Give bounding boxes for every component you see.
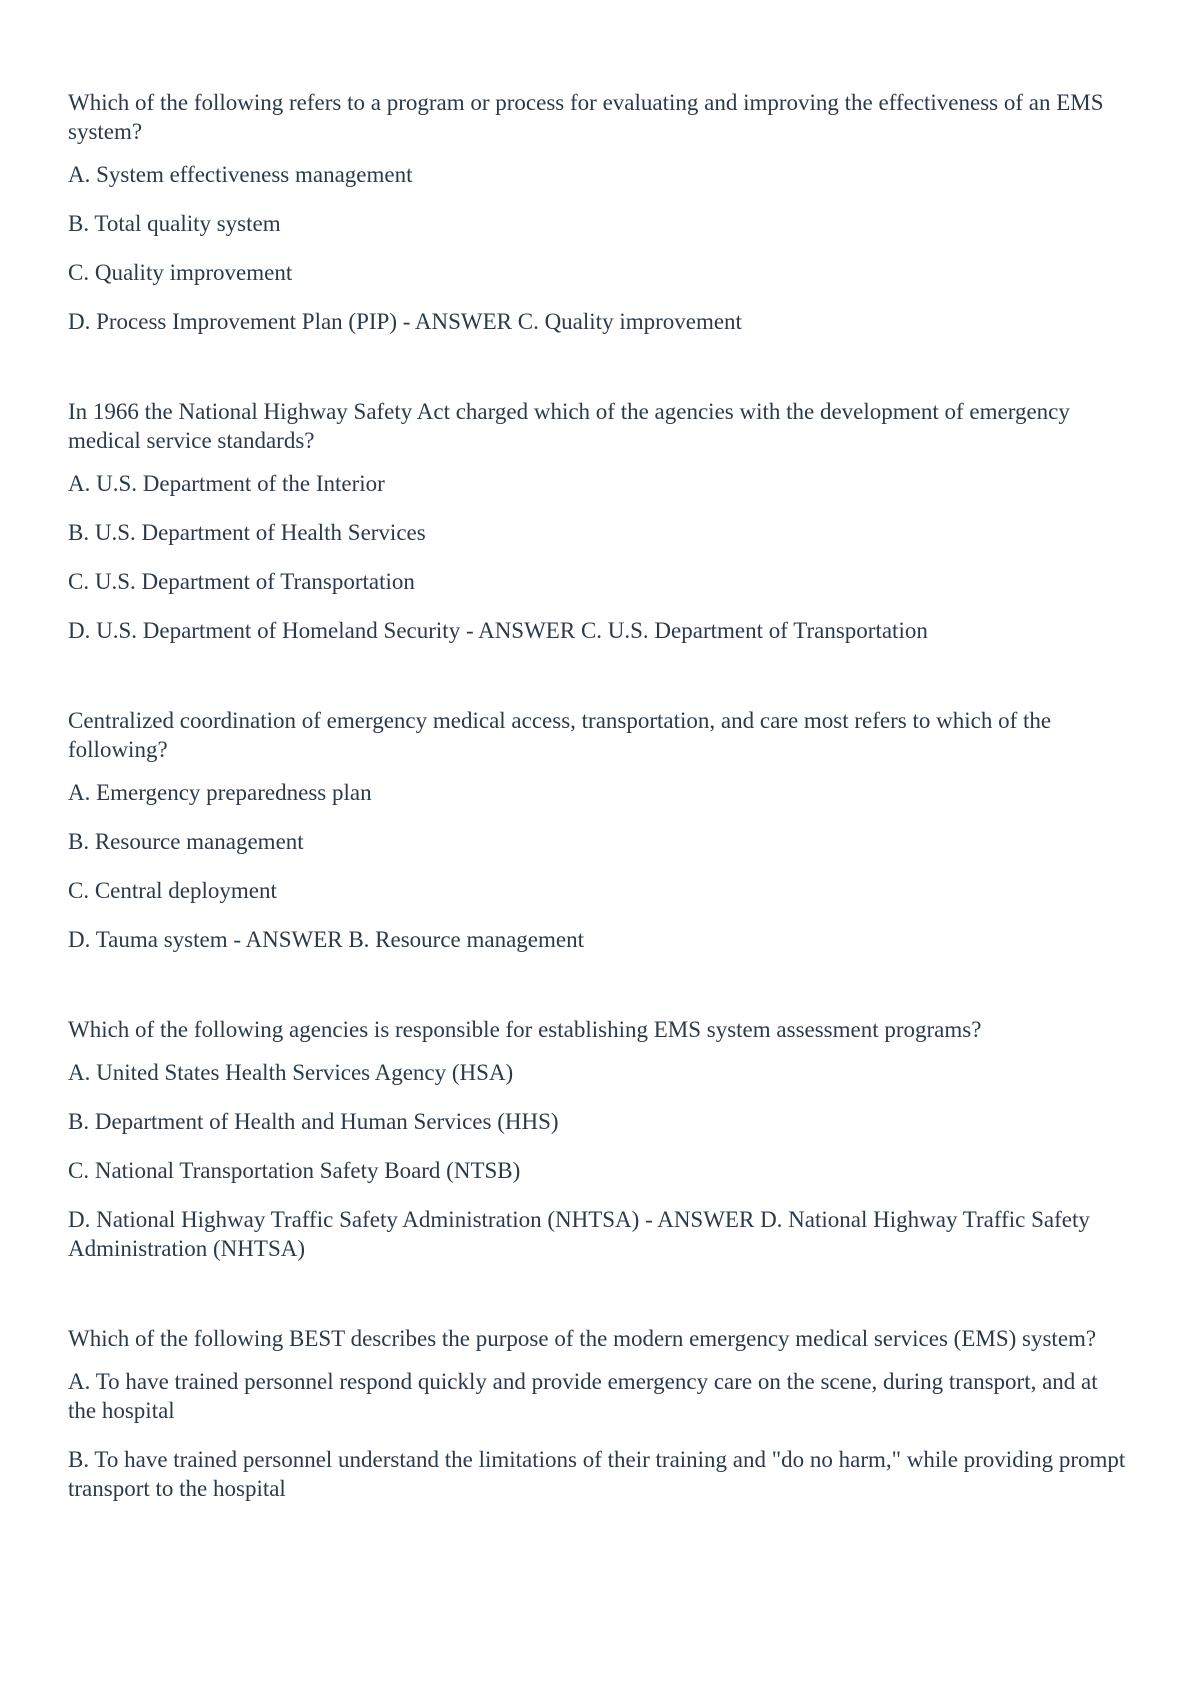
question-text: Which of the following agencies is responsible for establishing EMS system assessment programs? — [68, 1017, 982, 1042]
option-c: C. U.S. Department of Transportation — [68, 569, 415, 594]
document-page — [68, 88, 1128, 1564]
question-block — [68, 706, 1128, 954]
option-b: B. Resource management — [68, 829, 304, 854]
option-a: A. United States Health Services Agency (HSA) — [68, 1060, 514, 1085]
option-c: C. Quality improvement — [68, 260, 293, 285]
option-a: A. To have trained personnel respond quickly and provide emergency care on the scene, during transport, and at the hospital — [68, 1369, 1098, 1423]
option-a: A. System effectiveness management — [68, 162, 413, 187]
question-text: Centralized coordination of emergency medical access, transportation, and care most refers to which of the following? — [68, 708, 1052, 762]
question-text: Which of the following BEST describes the purpose of the modern emergency medical services (EMS) system? — [68, 1326, 1097, 1351]
option-d-with-answer: D. U.S. Department of Homeland Security - ANSWER C. U.S. Department of Transportation — [68, 618, 928, 643]
question-text: In 1966 the National Highway Safety Act charged which of the agencies with the development of emergency medical service standards? — [68, 399, 1070, 453]
option-b: B. To have trained personnel understand the limitations of their training and "do no harm," while providing prompt transport to the hospital — [68, 1447, 1126, 1501]
option-c: C. Central deployment — [68, 878, 277, 903]
question-block — [68, 1324, 1128, 1503]
option-c: C. National Transportation Safety Board (NTSB) — [68, 1158, 521, 1183]
option-d-with-answer: D. Tauma system - ANSWER B. Resource management — [68, 927, 585, 952]
question-text: Which of the following refers to a program or process for evaluating and improving the effectiveness of an EMS system? — [68, 90, 1104, 144]
question-block — [68, 397, 1128, 645]
option-b: B. U.S. Department of Health Services — [68, 520, 426, 545]
option-a: A. Emergency preparedness plan — [68, 780, 372, 805]
question-block — [68, 88, 1128, 336]
option-d-with-answer: D. Process Improvement Plan (PIP) - ANSWER C. Quality improvement — [68, 309, 742, 334]
option-a: A. U.S. Department of the Interior — [68, 471, 385, 496]
question-block — [68, 1015, 1128, 1263]
option-b: B. Department of Health and Human Services (HHS) — [68, 1109, 559, 1134]
option-d-with-answer: D. National Highway Traffic Safety Administration (NHTSA) - ANSWER D. National Highway Traffic Safety Administration (NHTSA) — [68, 1207, 1090, 1261]
option-b: B. Total quality system — [68, 211, 281, 236]
